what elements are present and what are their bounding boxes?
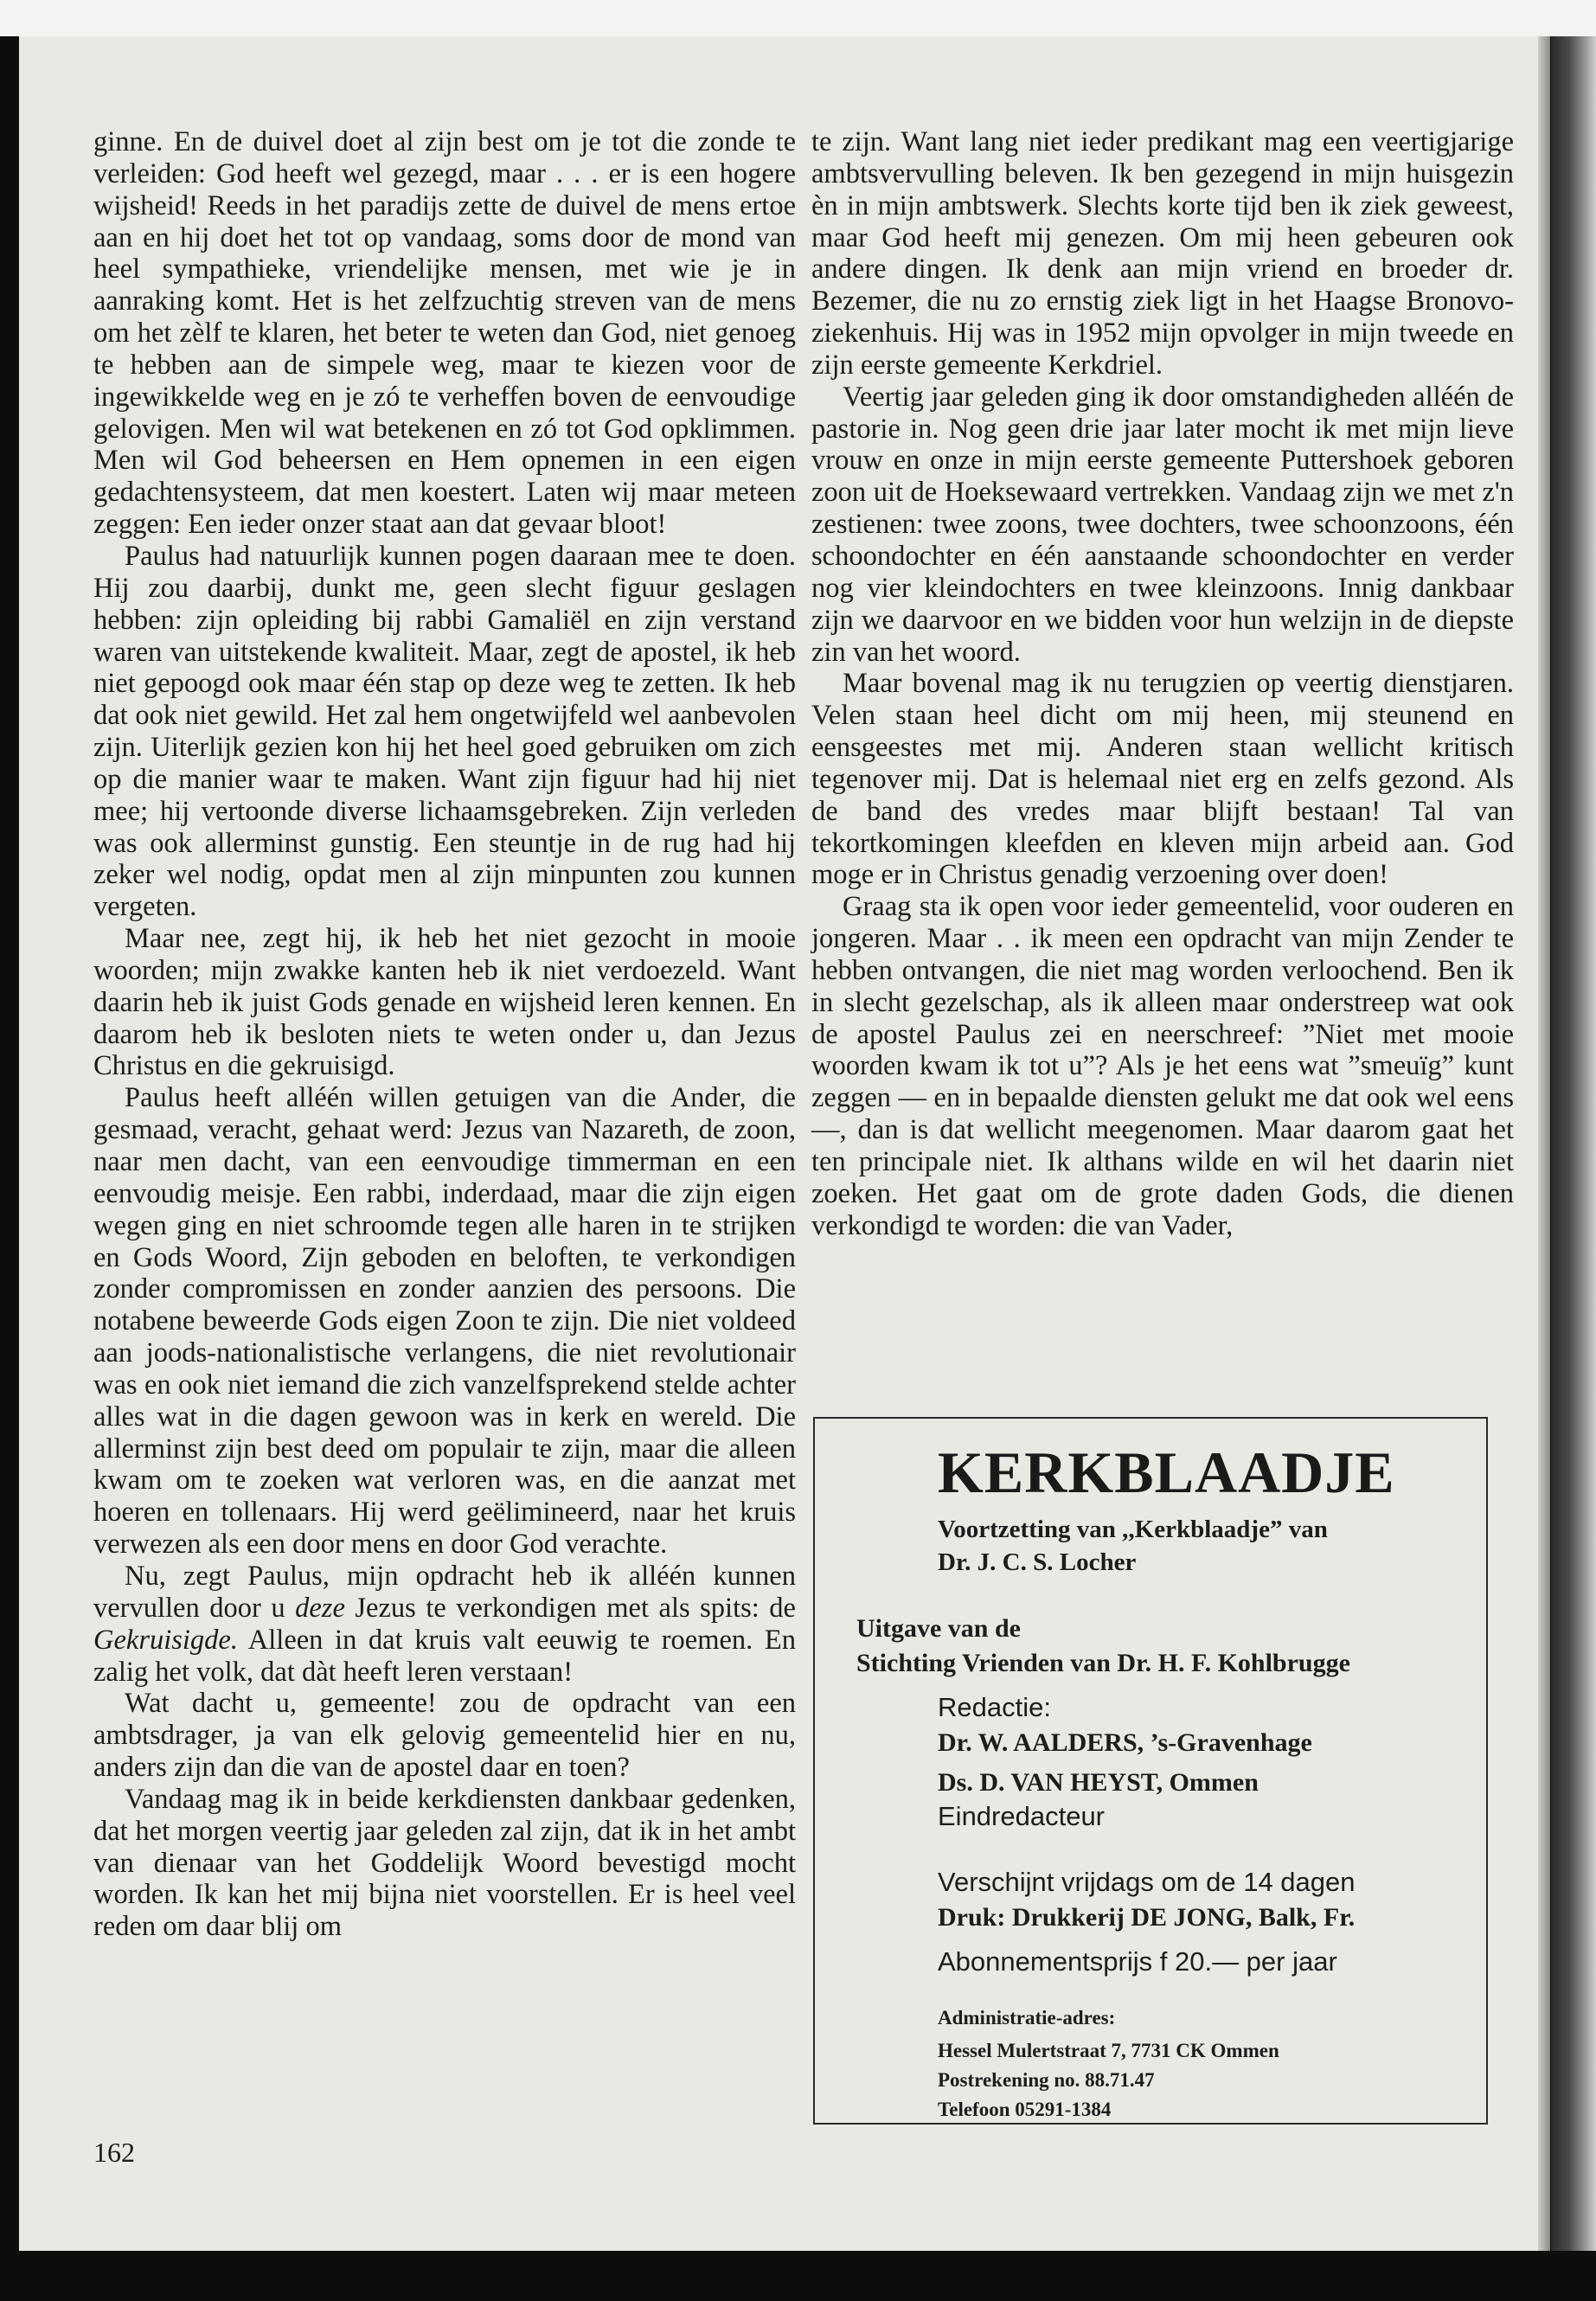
masthead-admin-address: Hessel Mulertstraat 7, 7731 CK Ommen	[938, 2040, 1279, 2061]
emphasis-gekruisigde: Gekruisigde.	[93, 1624, 238, 1656]
masthead-publisher-line2: Stichting Vrienden van Dr. H. F. Kohlbrugge	[856, 1649, 1350, 1677]
right-paragraph-3: Maar bovenal mag ik nu terugzien op veertig dienstjaren. Velen staan heel dicht om mij heen, mij steunend en eensgeestes met mij. Anderen staan wellicht kritisch tegenover mij. Dat is helemaal niet erg en zelfs gezond. Als de band des vredes maar blijft bestaan! Tal van tekortkomingen kleefden en kleven mijn arbeid aan. God moge er in Christus genadig verzoening over doen!	[811, 668, 1514, 891]
scan-top-margin	[0, 0, 1596, 36]
left-paragraph-2: Paulus had natuurlijk kunnen pogen daaraan mee te doen. Hij zou daarbij, dunkt me, geen slecht figuur geslagen hebben: zijn opleiding bij rabbi Gamaliël en zijn verstand waren van uitstekende kwaliteit. Maar, zegt de apostel, ik heb niet gepoogd ook maar één stap op deze weg te zetten. Ik heb dat ook niet gewild. Het zal hem ongetwijfeld wel aanbevolen zijn. Uiterlijk gezien kon hij het heel goed gebruiken om zich op die manier waar te maken. Want zijn figuur had hij niet mee; hij vertoonde diverse lichaamsgebreken. Zijn verleden was ook allerminst gunstig. Een steuntje in de rug had hij zeker wel nodig, opdat men al zijn minpunten zou kunnen vergeten.	[93, 540, 796, 923]
right-column	[811, 126, 1514, 1242]
masthead-redactie-label: Redactie:	[938, 1692, 1051, 1722]
masthead-admin-label: Administratie-adres:	[938, 2007, 1116, 2029]
masthead-schedule: Verschijnt vrijdags om de 14 dagen	[938, 1867, 1356, 1897]
left-paragraph-3: Maar nee, zegt hij, ik heb het niet gezocht in mooie woorden; mijn zwakke kanten heb ik niet verdoezeld. Want daarin heb ik juist Gods genade en wijsheid leren kennen. En daarom heb ik besloten niets te weten onder u, dan Jezus Christus en die gekruisigd.	[93, 923, 796, 1082]
page-number: 162	[93, 2137, 135, 2168]
left-paragraph-7: Vandaag mag ik in beide kerkdiensten dankbaar gedenken, dat het morgen veertig jaar geleden zal zijn, dat ik in het ambt van dienaar van het Goddelijk Woord bevestigd mocht worden. Ik kan het mij bijna niet voorstellen. Er is heel veel reden om daar blij om	[93, 1783, 796, 1943]
left-column	[93, 126, 796, 1943]
masthead-printer: Druk: Drukkerij DE JONG, Balk, Fr.	[938, 1903, 1356, 1932]
right-paragraph-1: te zijn. Want lang niet ieder predikant mag een veertigjarige ambtsvervulling beleven. Ik ben gezegend in mijn huisgezin èn in mijn ambtswerk. Slechts korte tijd ben ik ziek geweest, maar God heeft mij genezen. Om mij heen gebeuren ook andere dingen. Ik denk aan mijn vriend en broeder dr. Bezemer, die nu zo ernstig ziek ligt in het Haagse Bronovo-ziekenhuis. Hij was in 1952 mijn opvolger in mijn tweede en zijn eerste gemeente Kerkdriel.	[811, 126, 1514, 381]
paragraph-text-segment: Nu, zegt Paulus, mijn opdracht heb ik alléén kunnen vervullen door u	[93, 1560, 796, 1624]
masthead-admin-phone: Telefoon 05291-1384	[938, 2099, 1112, 2120]
masthead-editor-1: Dr. W. AALDERS, ’s-Gravenhage	[938, 1728, 1312, 1757]
left-paragraph-4: Paulus heeft alléén willen getuigen van die Ander, die gesmaad, veracht, gehaat werd: Jezus van Nazareth, de zoon, naar men dacht, van een eenvoudige timmerman en een eenvoudig meisje. Een rabbi, inderdaad, maar die zijn eigen wegen ging en niet schroomde tegen alle haren in te strijken en Gods Woord, Zijn geboden en beloften, te verkondigen zonder compromissen en zonder aanzien des persoons. Die notabene beweerde Gods eigen Zoon te zijn. Die niet voldeed aan joods-nationalistische verlangens, die niet revolutionair was en ook niet iemand die zich vanzelfsprekend stelde achter alles wat in die dagen gewoon was in kerk en wereld. Die allerminst zijn best deed om populair te zijn, maar die alleen kwam om te zoeken wat verloren was, en die aanzat met hoeren en tollenaars. Hij werd geëlimineerd, naar het kruis verwezen als een door mens en door God verachte.	[93, 1082, 796, 1561]
masthead-subtitle-line1: Voortzetting van ,,Kerkblaadje” van	[938, 1516, 1328, 1543]
masthead-box	[813, 1417, 1488, 2125]
masthead-subscription-price: Abonnementsprijs f 20.— per jaar	[938, 1946, 1337, 1977]
book-spine	[1551, 36, 1596, 2251]
emphasis-deze: deze	[295, 1592, 345, 1624]
masthead-editor-2-role: Eindredacteur	[938, 1801, 1106, 1831]
masthead-admin-giro: Postrekening no. 88.71.47	[938, 2069, 1155, 2091]
masthead-editor-2: Ds. D. VAN HEYST, Ommen	[938, 1768, 1259, 1797]
left-paragraph-1: ginne. En de duivel doet al zijn best om je tot die zonde te verleiden: God heeft wel gezegd, maar . . . er is een hogere wijsheid! Reeds in het paradijs zette de duivel de mens ertoe aan en hij doet het tot op vandaag, soms door de mond van heel sympathieke, vriendelijke mensen, met wie je in aanraking komt. Het is het zelfzuchtig streven van de mens om het zèlf te klaren, het beter te weten dan God, niet genoeg te hebben aan de simpele weg, maar te kiezen voor de ingewikkelde weg en je zó te verheffen boven de eenvoudige gelovigen. Men wil wat betekenen en zó tot God opklimmen. Men wil God beheersen en Hem opnemen in een eigen gedachtensysteem, dat men koestert. Laten wij maar meteen zeggen: Een ieder onzer staat aan dat gevaar bloot!	[93, 126, 796, 541]
paragraph-text-segment: Alleen in dat kruis valt eeuwig te roemen. En zalig het volk, dat dàt heeft leren verstaan!	[93, 1624, 796, 1688]
left-paragraph-6: Wat dacht u, gemeente! zou de opdracht van een ambtsdrager, ja van elk gelovig gemeentelid hier en nu, anders zijn dan die van de apostel daar en toen?	[93, 1688, 796, 1784]
right-paragraph-4: Graag sta ik open voor ieder gemeentelid, voor ouderen en jongeren. Maar . . ik meen een opdracht van mijn Zender te hebben ontvangen, die niet mag worden verloochend. Ben ik in slecht gezelschap, als ik alleen maar onderstreep wat ook de apostel Paulus zei en neerschreef: ”Niet met mooie woorden kwam ik tot u”? Als je het eens wat ”smeuïg” kunt zeggen — en in bepaalde diensten gelukt me dat ook wel eens —, dan is dat wellicht meegenomen. Maar daarom gaat het ten principale niet. Ik althans wilde en wil het daarin niet zoeken. Het gaat om de grote daden Gods, die dienen verkondigd te worden: die van Vader,	[811, 891, 1514, 1241]
paragraph-text-segment: Jezus te verkondigen met als spits: de	[344, 1592, 796, 1624]
page-fold-shadow	[1538, 36, 1550, 2251]
masthead-subtitle-line2: Dr. J. C. S. Locher	[938, 1548, 1137, 1576]
left-paragraph-5	[93, 1561, 796, 1688]
right-paragraph-2: Veertig jaar geleden ging ik door omstandigheden alléén de pastorie in. Nog geen drie jaar later mocht ik met mijn lieve vrouw en onze in mijn eerste gemeente Puttershoek geboren zoon uit de Hoeksewaard vertrekken. Vandaag zijn we met z'n zestienen: twee zoons, twee dochters, twee schoonzoons, één schoondochter en één aanstaande schoondochter en verder nog vier kleindochters en twee kleinzoons. Innig dankbaar zijn we daarvoor en we bidden voor hun welzijn in de diepste zin van het woord.	[811, 381, 1514, 668]
masthead-title: KERKBLAADJE	[938, 1439, 1395, 1505]
masthead-publisher-line1: Uitgave van de	[856, 1614, 1021, 1643]
